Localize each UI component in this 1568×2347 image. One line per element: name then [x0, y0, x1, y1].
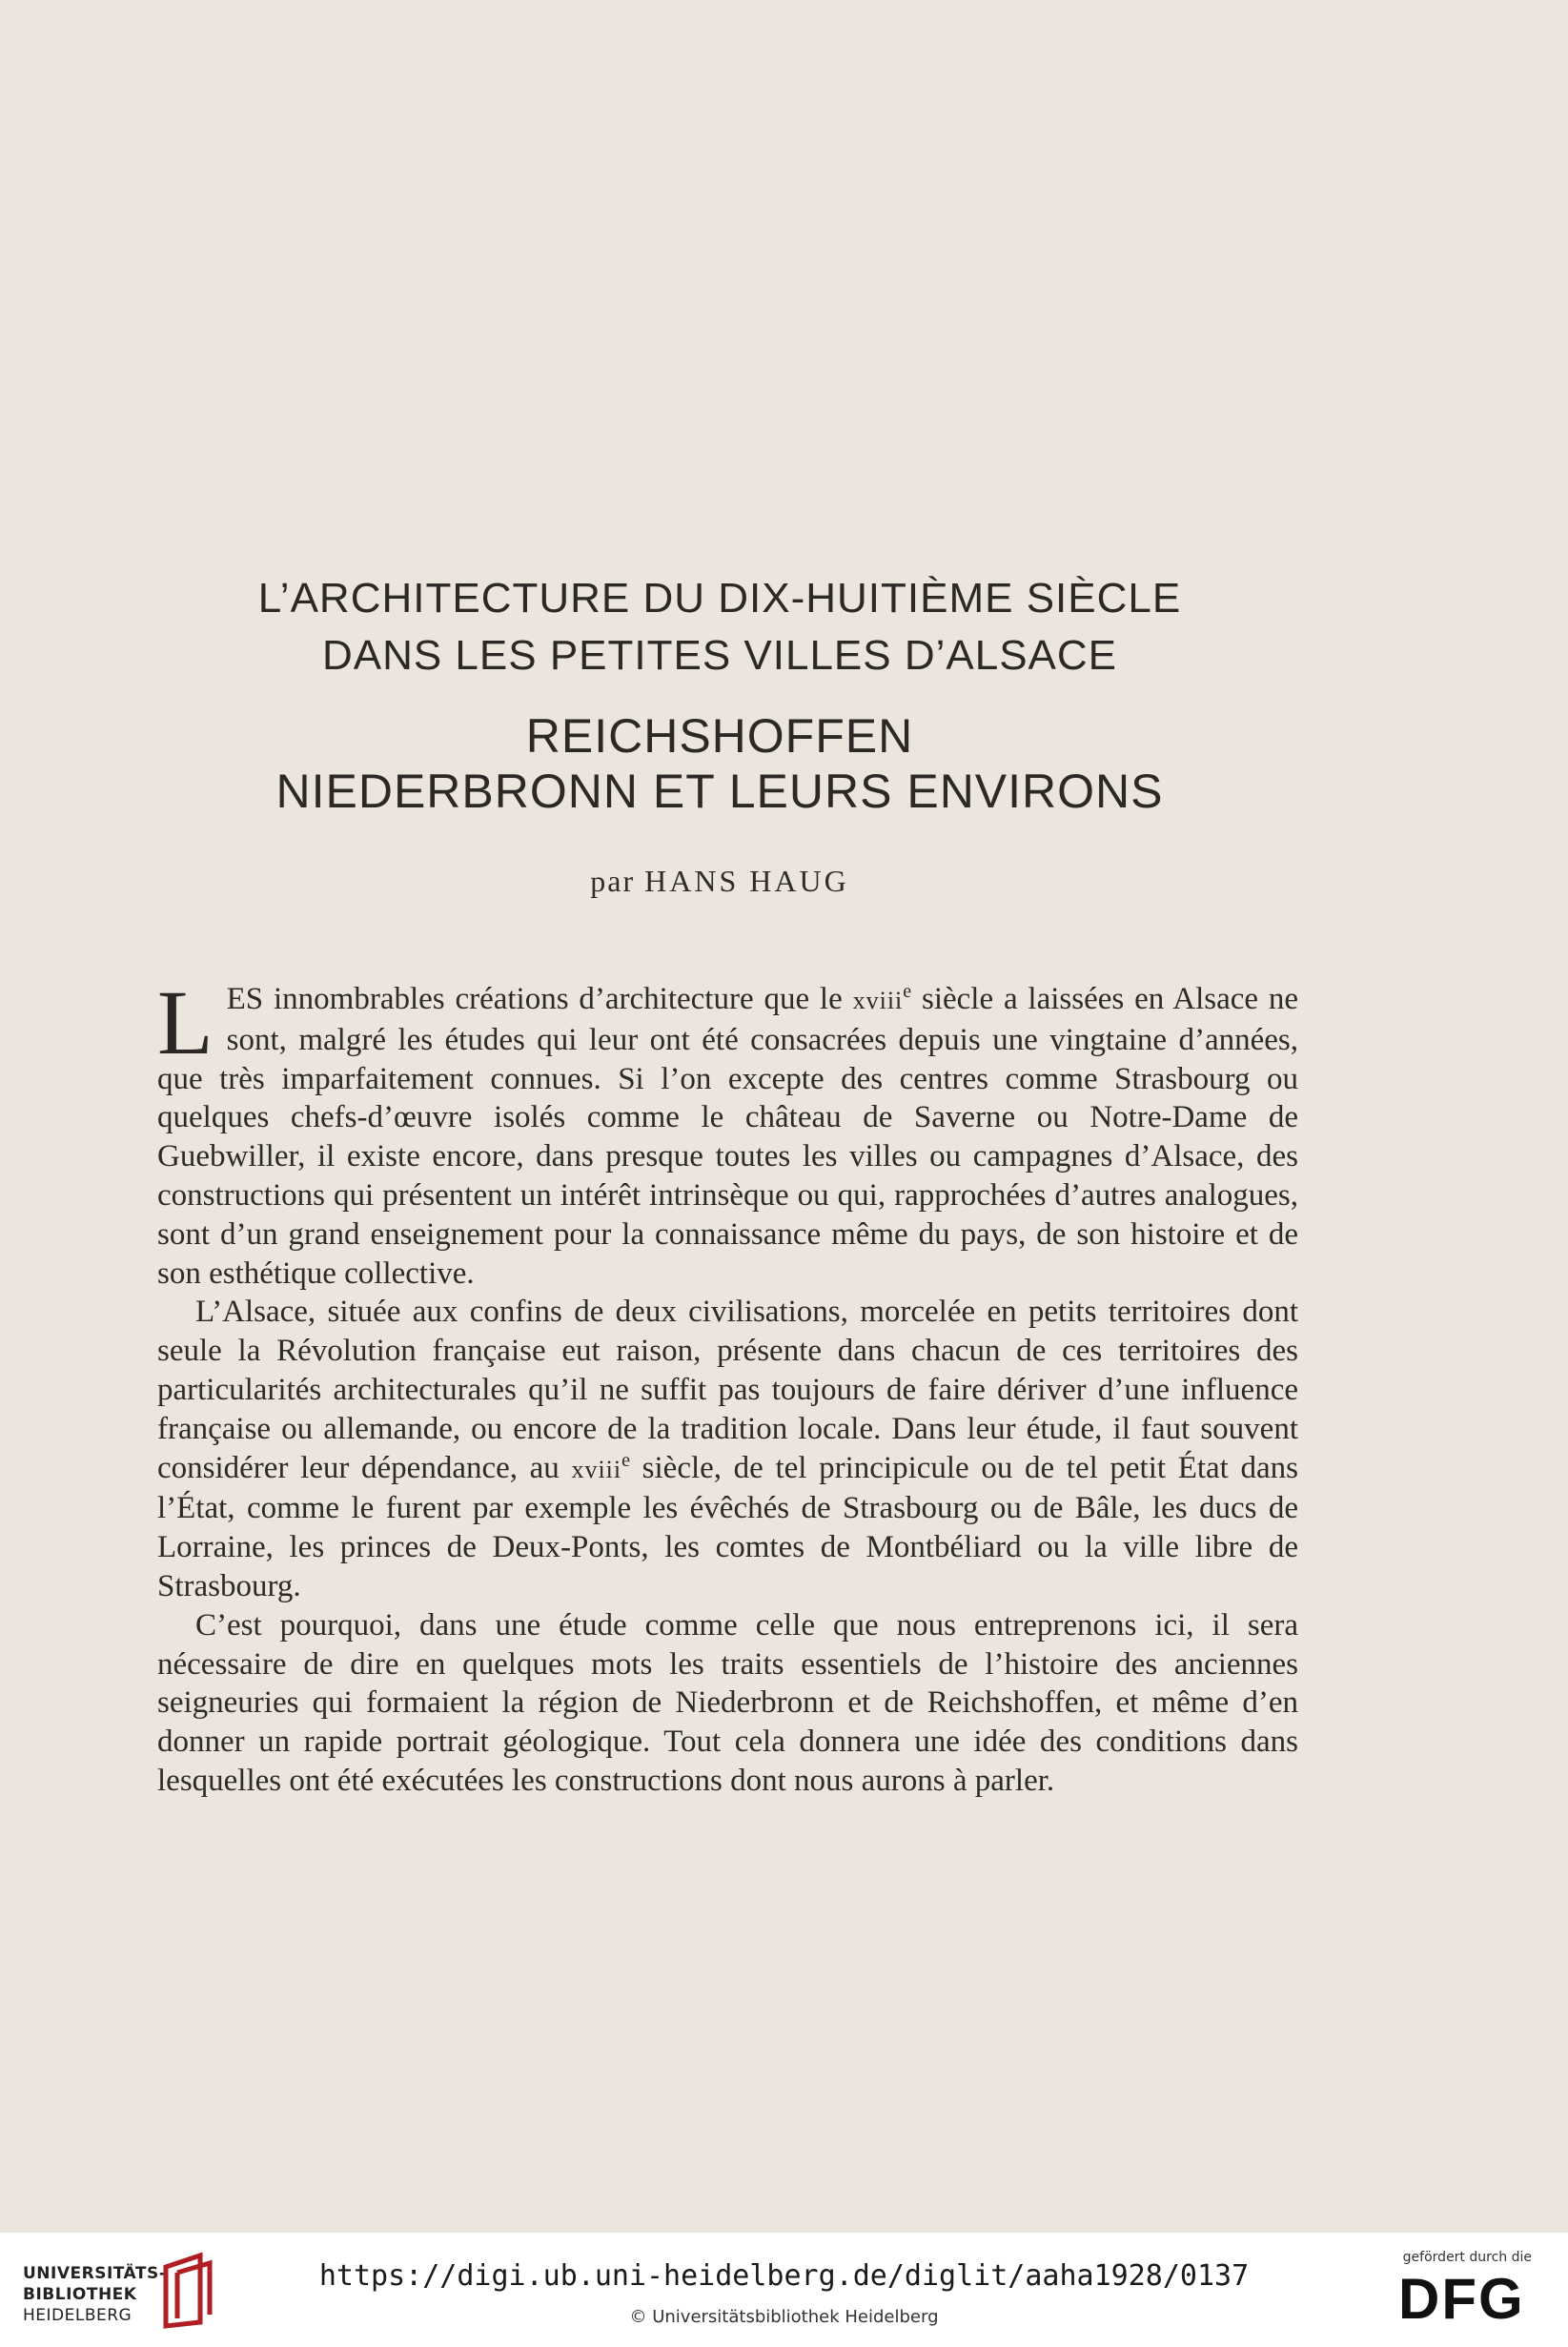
- library-name-line-2: BIBLIOTHEK: [23, 2285, 137, 2304]
- dfg-logo[interactable]: [1398, 2269, 1541, 2326]
- century-superscript: e: [903, 981, 912, 1002]
- paragraph-2-part-a: L’Alsace, située aux confins de deux civilisations, morcelée en petits territoires dont seule la Révolution française eut raison, présente dans chacun de ces territoires des particularités architecturales qu’il ne suffit pas toujours de faire dériver d’une influence française ou allemande, ou encore de la tradition locale. Dans leur étude, il faut souvent considérer leur dépendance, au: [157, 1295, 1298, 1485]
- copyright-notice: © Universitätsbibliothek Heidelberg: [629, 2307, 939, 2327]
- title-line-2: DANS LES PETITES VILLES D’ALSACE: [321, 632, 1118, 679]
- paragraph-1-part-b: siècle a laissées en Alsace ne sont, malgré les études qui leur ont été consacrées depuis une vingtaine d’années, que très imparfaitement connues. Si l’on excepte des centres comme Strasbourg ou quelques chefs-d’œuvre isolés comme le château de Saverne ou Notre-Dame de Guebwiller, il existe encore, dans presque toutes les villes ou campagnes d’Alsace, des constructions qui présentent un intérêt intrinsèque ou qui, rapprochées d’autres analogues, sont d’un grand enseignement pour la connaissance même du pays, de son histoire et de son esthétique collective.: [157, 982, 1299, 1291]
- century-superscript: e: [621, 1449, 631, 1471]
- byline-prefix: par: [590, 864, 636, 898]
- permalink-url[interactable]: https://digi.ub.uni-heidelberg.de/diglit/aaha1928/0137: [318, 2259, 1250, 2293]
- library-name-line-3: HEIDELBERG: [23, 2306, 132, 2325]
- library-name-line-1: UNIVERSITÄTS-: [23, 2264, 167, 2283]
- paragraph-2: [157, 1293, 1298, 1605]
- century-numeral: xviii: [571, 1455, 622, 1483]
- funding-label: gefördert durch die: [1402, 2250, 1532, 2265]
- paragraph-3: C’est pourquoi, dans une étude comme celle que nous entreprenons ici, il sera nécessaire de dire en quelques mots les traits essentiels de l’histoire des anciennes seigneuries qui formaient la région de Niederbronn et de Reichshoffen, et même d’en donner un rapide portrait géologique. Tout cela donnera une idée des conditions dans lesquelles ont été exécutées les constructions dont nous aurons à parler.: [157, 1607, 1298, 1798]
- title-line-4: NIEDERBRONN ET LEURS ENVIRONS: [275, 765, 1164, 818]
- article-body: [157, 971, 1299, 1801]
- paragraph-1: [157, 971, 1299, 1293]
- century-numeral: xviii: [852, 987, 904, 1014]
- title-line-3: REICHSHOFFEN: [525, 709, 914, 763]
- byline: [0, 864, 1439, 899]
- author-name: HANS HAUG: [644, 864, 849, 898]
- paragraph-2-part-b: siècle, de tel principicule ou de tel petit État dans l’État, comme le furent par exemple les évêchés de Strasbourg ou de Bâle, les ducs de Lorraine, les princes de Deux-Ponts, les comtes de Montbéliard ou la ville libre de Strasbourg.: [157, 1450, 1298, 1603]
- title-line-1: L’ARCHITECTURE DU DIX-HUITIÈME SIÈCLE: [257, 575, 1182, 622]
- paragraph-1-part-a: ES innombrables créations d’architecture que le: [226, 982, 853, 1016]
- drop-cap: L: [157, 971, 214, 1073]
- dfg-logo-text: DFG: [1398, 2269, 1525, 2326]
- viewer-footer: [0, 2233, 1568, 2347]
